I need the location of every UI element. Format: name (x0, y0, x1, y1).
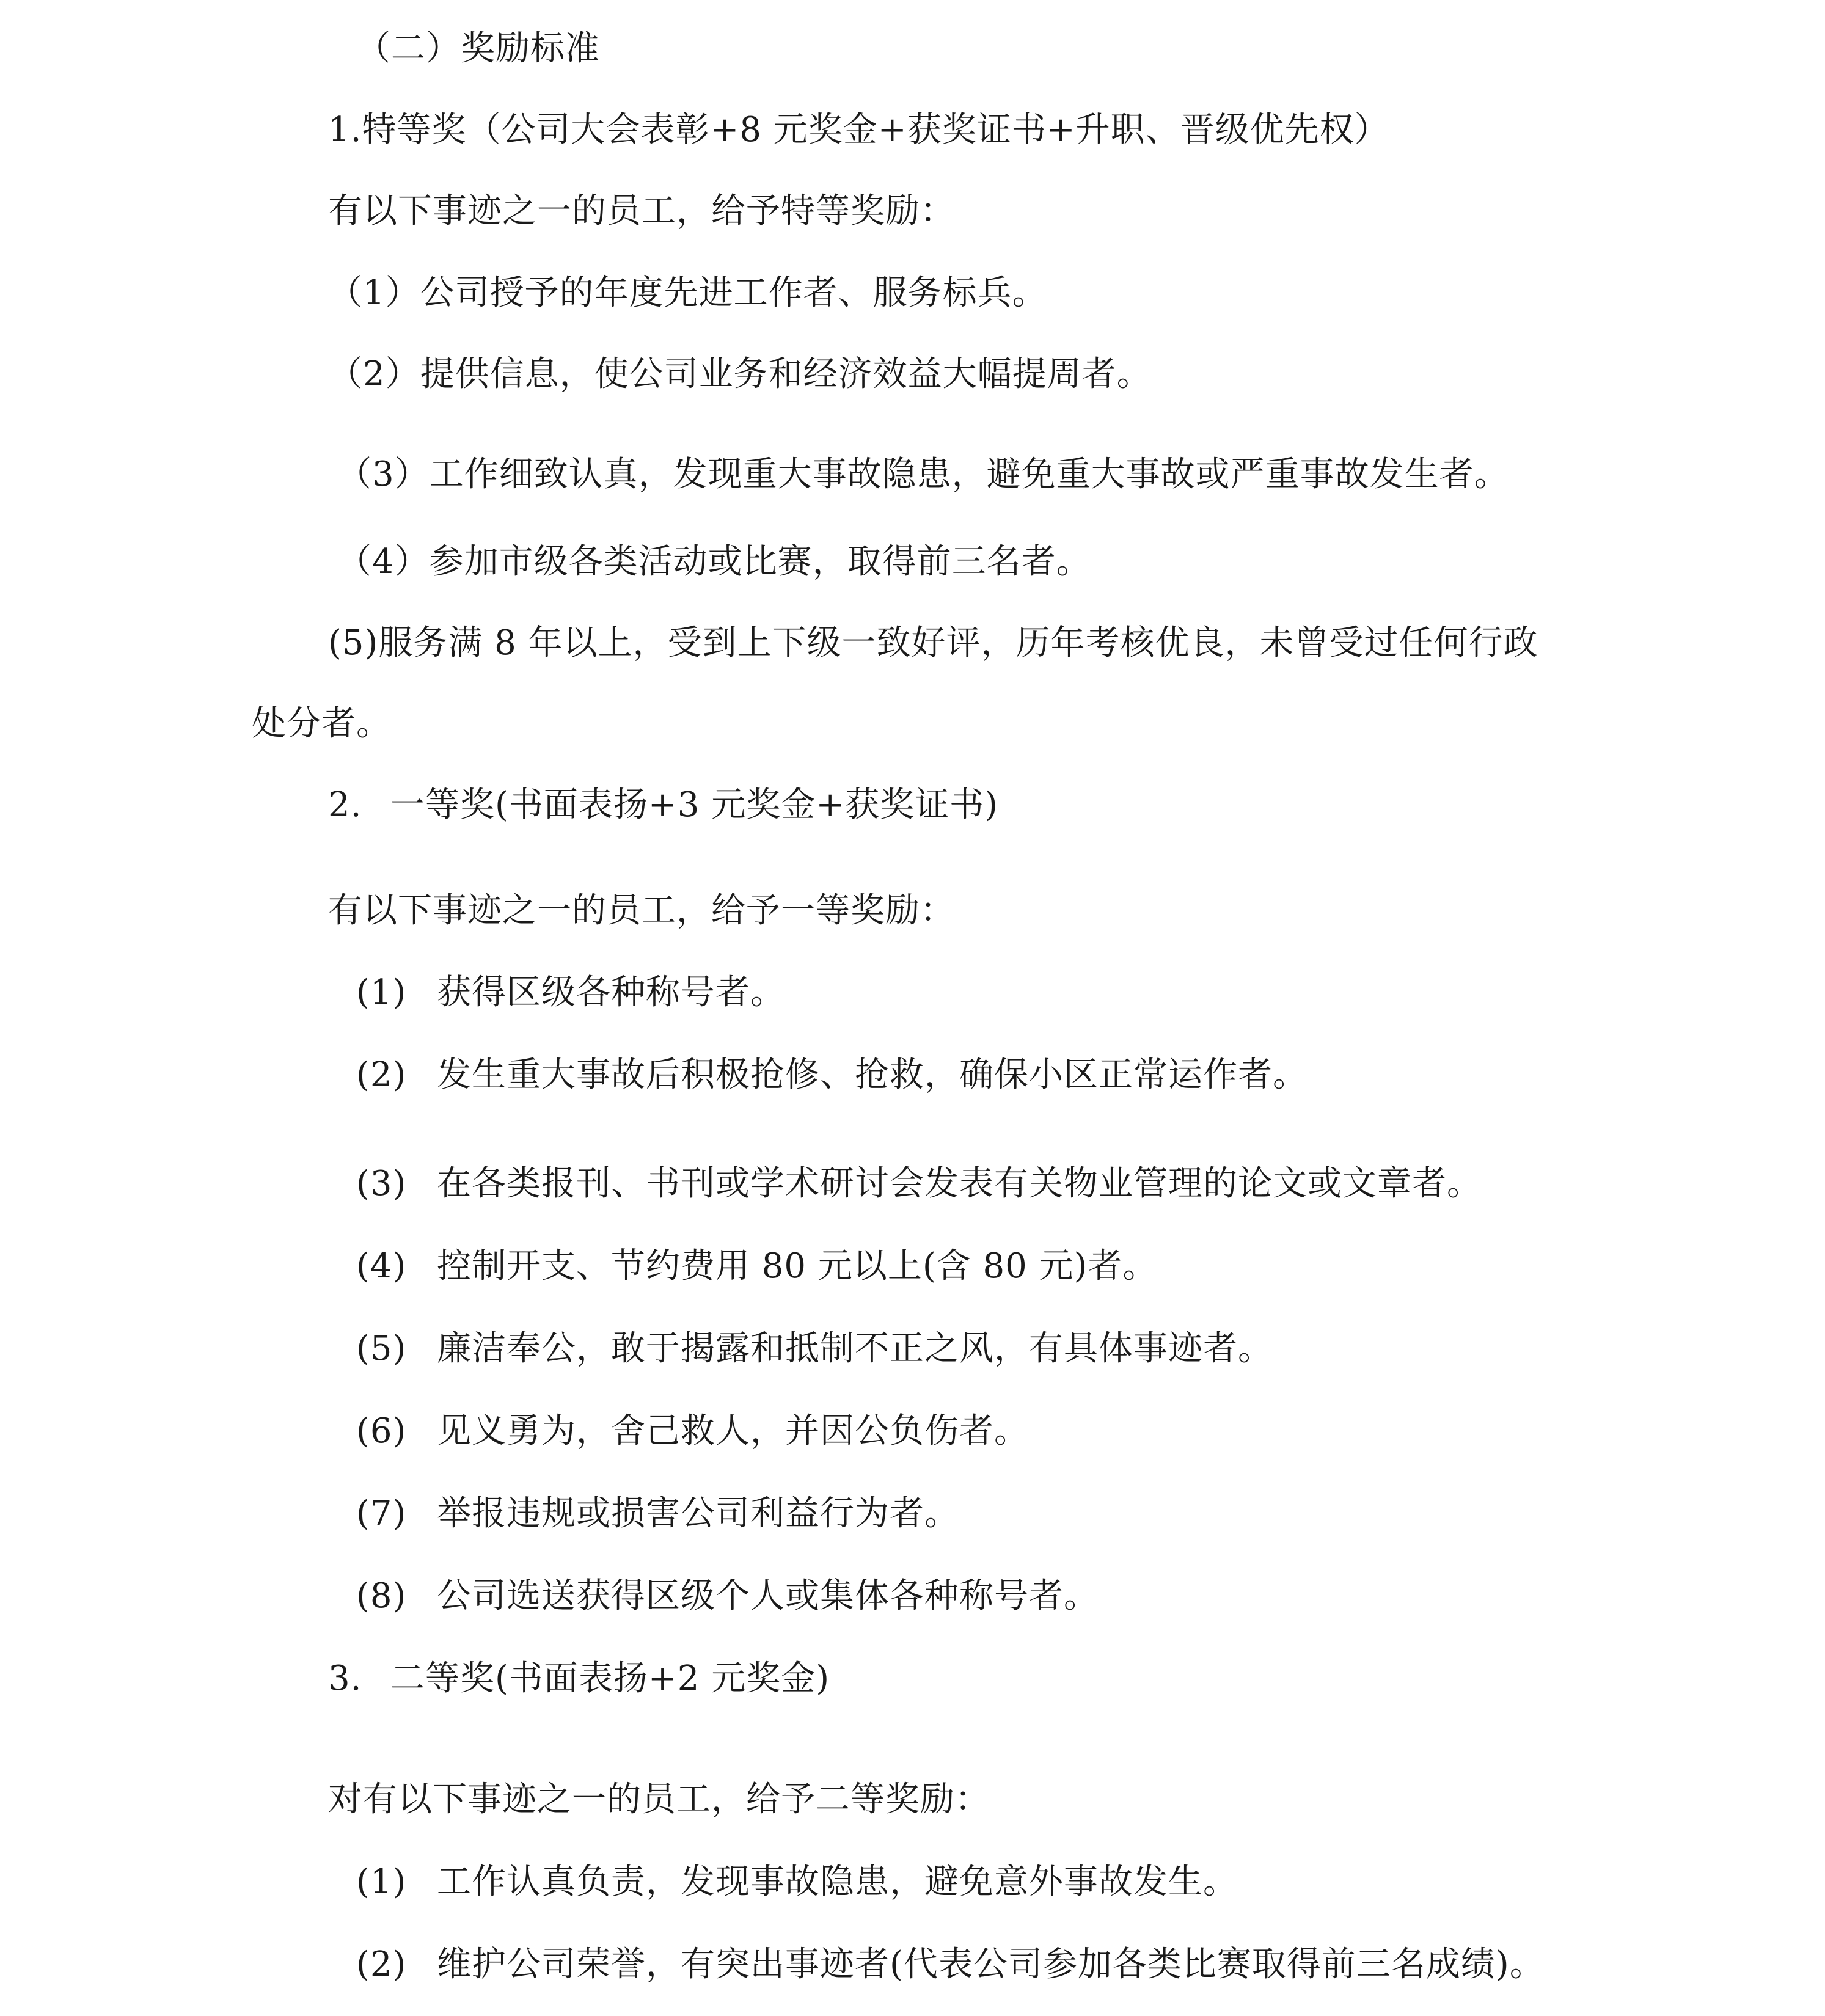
award2-item-7 (356, 1494, 959, 1533)
award3-item-2-text: 维护公司荣誉，有突出事迹者(代表公司参加各类比赛取得前三名成绩)。 (437, 1945, 1545, 1984)
section-title: （二）奖励标准 (356, 29, 600, 68)
award2-item-8-number: (8) (356, 1576, 407, 1616)
award3-intro: 对有以下事迹之一的员工，给予二等奖励： (328, 1780, 990, 1819)
award3-item-1-number: (1) (356, 1862, 407, 1902)
award3-item-2 (356, 1945, 1545, 1984)
award2-heading-number: 2. (328, 785, 362, 825)
award3-item-1-text: 工作认真负责，发现事故隐患，避免意外事故发生。 (437, 1862, 1238, 1902)
award2-item-5-number: (5) (356, 1329, 407, 1368)
award2-item-3-number: (3) (356, 1164, 407, 1203)
award3-item-1 (356, 1862, 1238, 1902)
award1-item-5-continuation: 处分者。 (252, 704, 391, 743)
award2-intro: 有以下事迹之一的员工，给予一等奖励： (328, 891, 955, 930)
award2-item-4 (356, 1246, 1158, 1286)
award2-item-4-text: 控制开支、节约费用 80 元以上(含 80 元)者。 (437, 1246, 1158, 1286)
award2-item-5-text: 廉洁奉公，敢于揭露和抵制不正之风，有具体事迹者。 (437, 1329, 1273, 1368)
award3-item-2-number: (2) (356, 1945, 407, 1984)
award2-item-3 (356, 1164, 1482, 1203)
award2-item-6-text: 见义勇为，舍己救人，并因公负伤者。 (437, 1411, 1029, 1451)
award1-item-1: （1）公司授予的年度先进工作者、服务标兵。 (328, 273, 1047, 313)
award2-heading (328, 785, 998, 825)
award2-item-7-number: (7) (356, 1494, 407, 1533)
award1-item-4: （4）参加市级各类活动或比赛，取得前三名者。 (337, 542, 1091, 582)
award2-item-7-text: 举报违规或损害公司利益行为者。 (437, 1494, 959, 1533)
award2-item-2 (356, 1055, 1307, 1095)
award3-heading-number: 3. (328, 1659, 362, 1698)
award2-item-5 (356, 1329, 1273, 1368)
award3-heading-text: 二等奖(书面表扬+2 元奖金) (390, 1659, 830, 1698)
award3-heading (328, 1659, 830, 1698)
award2-item-8-text: 公司选送获得区级个人或集体各种称号者。 (437, 1576, 1099, 1616)
award2-item-6 (356, 1411, 1029, 1451)
award1-item-3: （3）工作细致认真，发现重大事故隐患，避免重大事故或严重事故发生者。 (337, 455, 1509, 494)
award2-item-1-number: (1) (356, 973, 407, 1012)
award2-item-8 (356, 1576, 1099, 1616)
award2-item-2-number: (2) (356, 1055, 407, 1095)
award1-heading: 1.特等奖（公司大会表彰+8 元奖金+获奖证书+升职、晋级优先权） (328, 110, 1389, 150)
award2-item-3-text: 在各类报刊、书刊或学术研讨会发表有关物业管理的论文或文章者。 (437, 1164, 1482, 1203)
award2-item-4-number: (4) (356, 1246, 407, 1286)
award1-item-2: （2）提供信息，使公司业务和经济效益大幅提周者。 (328, 354, 1152, 394)
award2-item-1-text: 获得区级各种称号者。 (437, 973, 785, 1012)
award1-intro: 有以下事迹之一的员工，给予特等奖励： (328, 191, 955, 231)
award2-item-2-text: 发生重大事故后积极抢修、抢救，确保小区正常运作者。 (437, 1055, 1307, 1095)
award2-heading-text: 一等奖(书面表扬+3 元奖金+获奖证书) (390, 785, 998, 825)
award1-item-5: (5)服务满 8 年以上，受到上下级一致好评，历年考核优良，未曾受过任何行政 (328, 623, 1538, 663)
award2-item-6-number: (6) (356, 1411, 407, 1451)
award2-item-1 (356, 973, 785, 1012)
